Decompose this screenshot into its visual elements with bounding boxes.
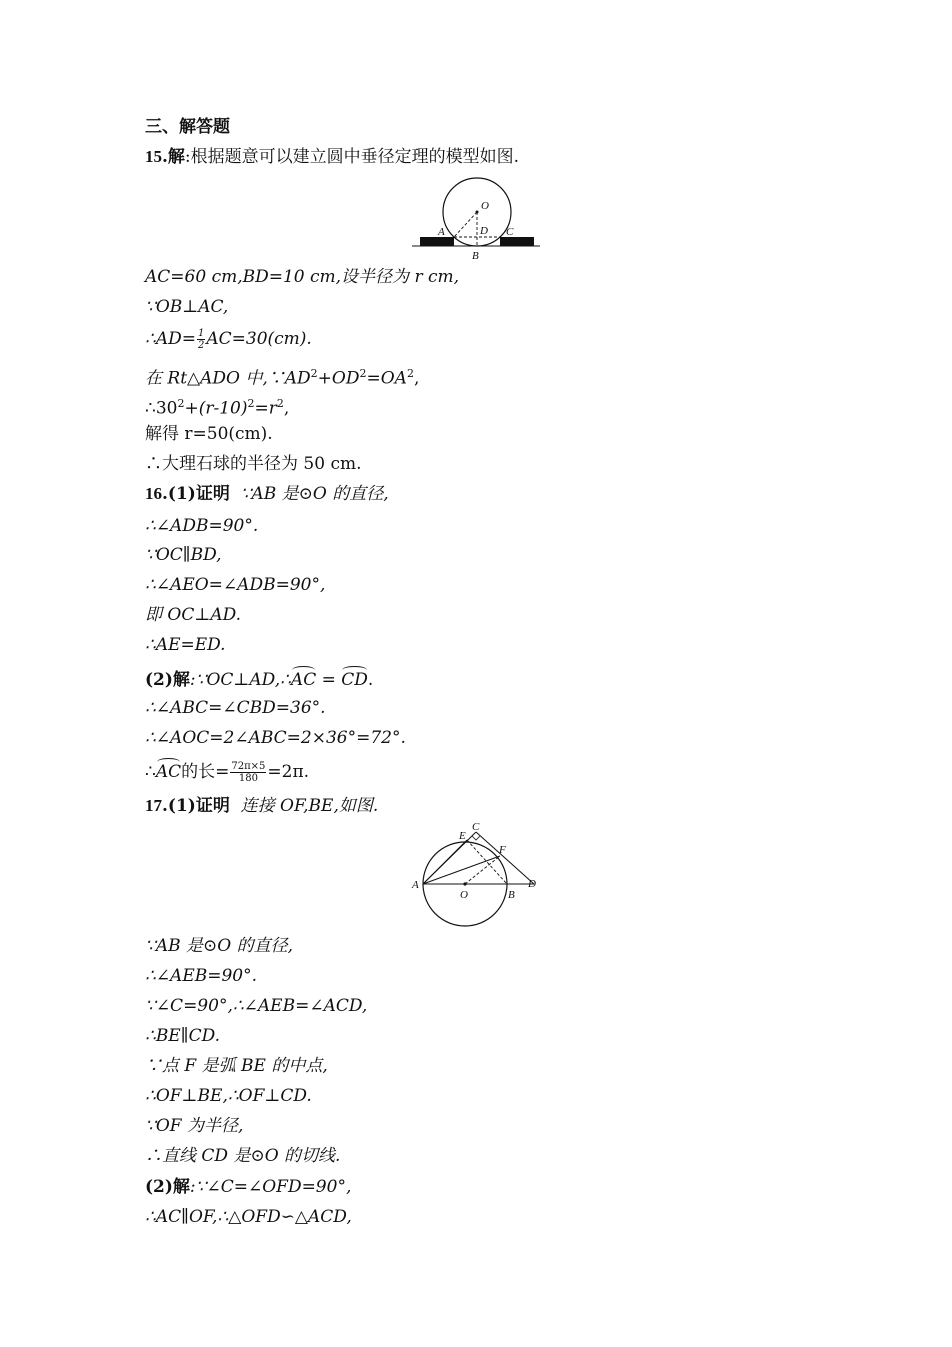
q16-line-10: ∴AC的长= $\frac{72\pi\times 5}{180}$ =2π. xyxy=(145,758,865,784)
label-C: C xyxy=(472,821,480,833)
label-A: A xyxy=(412,879,419,891)
label-E: E xyxy=(459,830,466,842)
q15-line-7: ∴大理石球的半径为 50 cm. xyxy=(145,454,362,474)
fraction: $\frac{72\pi\times 5}{180}$ xyxy=(231,761,266,784)
label-C: C xyxy=(506,226,514,238)
q15-line-3: ∴AD= $\frac{1}{2}$ AC=30(cm). xyxy=(145,328,312,351)
q17-line-1: ∵AB 是⊙O 的直径, xyxy=(145,936,293,956)
q16-line-4: ∴∠AEO=∠ADB=90°, xyxy=(145,575,326,595)
fraction: $\frac{1}{2}$ xyxy=(197,328,205,351)
label-B: B xyxy=(472,250,479,262)
q16-part1-header: 16.(1)证明 ∵AB 是⊙O 的直径, xyxy=(145,484,389,504)
q17-part2-header: (2)解:∵∠C=∠OFD=90°, xyxy=(145,1177,352,1197)
q15-label: 解 xyxy=(167,147,185,167)
label-D: D xyxy=(528,878,536,890)
arc-AC: AC xyxy=(156,758,181,783)
q15-intro: 15.解:根据题意可以建立圆中垂径定理的模型如图. xyxy=(145,147,520,167)
label-O: O xyxy=(481,200,489,212)
q16-line-6: ∴AE=ED. xyxy=(145,635,226,655)
q15-figure xyxy=(408,172,544,264)
q17-line-5: ∵点 F 是弧 BE 的中点, xyxy=(145,1056,328,1076)
q16-part2-header: (2)解:∵OC⊥AD,∴AC = CD. xyxy=(145,666,865,691)
q17-line-10: ∴AC∥OF,∴△OFD∽△ACD, xyxy=(145,1207,352,1227)
label-D: D xyxy=(480,225,488,237)
arc-AC: AC xyxy=(291,666,316,691)
label-F: F xyxy=(499,844,506,856)
left-block xyxy=(420,237,454,246)
q17-line-7: ∵OF 为半径, xyxy=(145,1116,244,1136)
label-O: O xyxy=(460,889,468,901)
q17-line-4: ∴BE∥CD. xyxy=(145,1026,221,1046)
q15-line-4: 在 Rt△ADO 中$,\because AD^2+OD^2=OA^2$, xyxy=(145,367,420,389)
q16-line-9: ∴∠AOC=2∠ABC=2×36°=72°. xyxy=(145,728,406,748)
arc-CD: CD xyxy=(341,666,368,691)
q16-line-2: ∴∠ADB=90°. xyxy=(145,516,259,536)
q16-line-5: 即 OC⊥AD. xyxy=(145,605,242,625)
q17-part1-header: 17.(1)证明 连接 OF,BE,如图. xyxy=(145,796,379,816)
q15-line-5: $\therefore 30^2+(r-10)^2=r^2$, xyxy=(145,397,290,419)
q17-line-2: ∴∠AEB=90°. xyxy=(145,966,258,986)
q17-line-8: ∴直线 CD 是⊙O 的切线. xyxy=(145,1146,341,1166)
q17-line-3: ∵∠C=90°,∴∠AEB=∠ACD, xyxy=(145,996,368,1016)
label-A: A xyxy=(438,226,445,238)
q15-line-1: AC=60 cm,BD=10 cm,设半径为 r cm, xyxy=(145,267,460,287)
q15-line-2: ∵OB⊥AC, xyxy=(145,297,229,317)
q17-line-6: ∴OF⊥BE,∴OF⊥CD. xyxy=(145,1086,312,1106)
label-B: B xyxy=(508,889,515,901)
q15-line-6: 解得 r=50(cm). xyxy=(145,424,273,444)
q16-line-3: ∵OC∥BD, xyxy=(145,545,222,565)
q16-line-8: ∴∠ABC=∠CBD=36°. xyxy=(145,698,326,718)
q17-figure xyxy=(406,818,546,930)
right-block xyxy=(500,237,534,246)
q15-number: 15 xyxy=(145,147,162,166)
section-title: 三、解答题 xyxy=(145,117,230,137)
